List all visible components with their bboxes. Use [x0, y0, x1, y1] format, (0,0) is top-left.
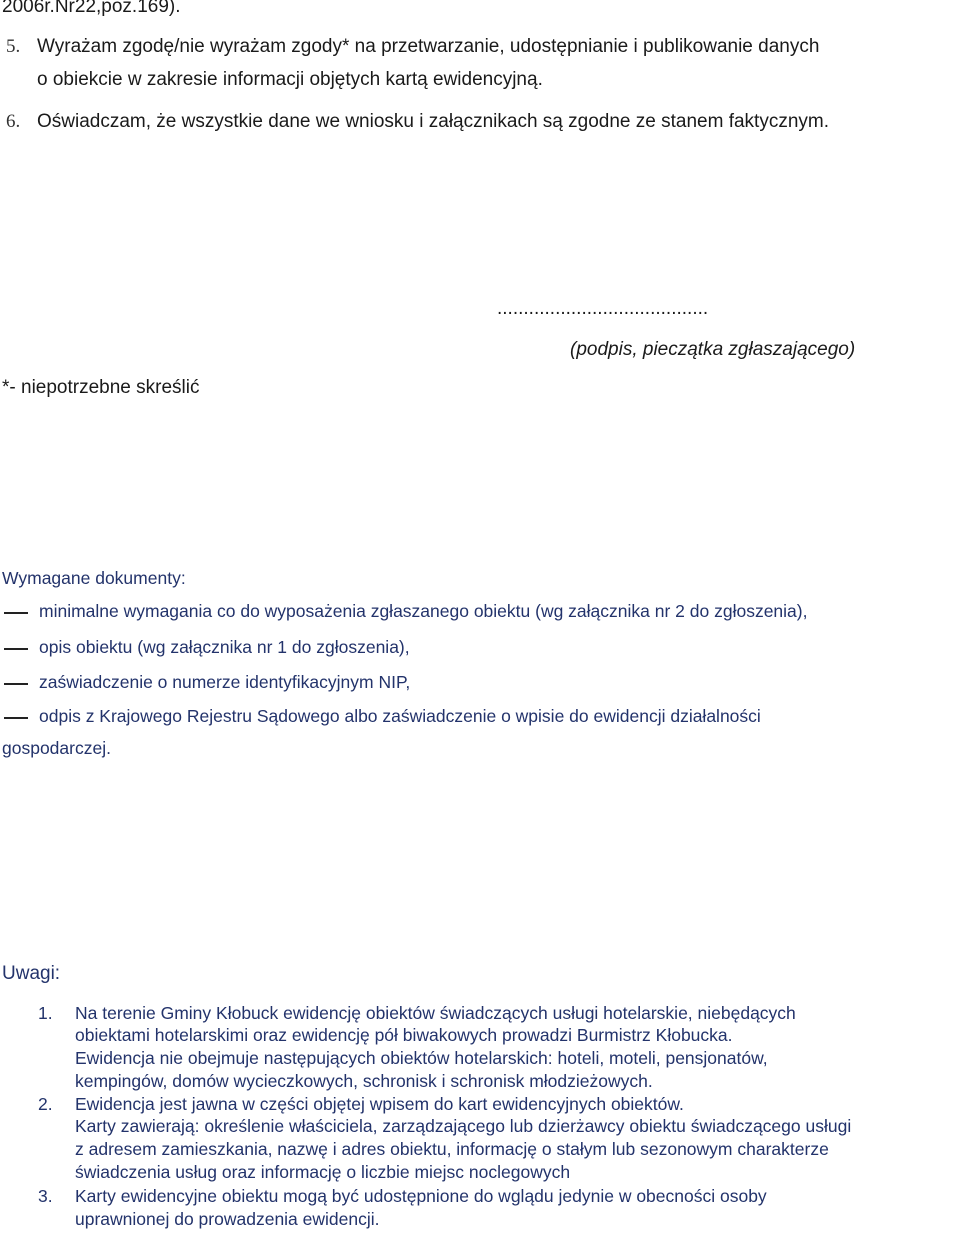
required-doc-item: opis obiektu (wg załącznika nr 1 do zgłoszenia),: [39, 637, 410, 657]
declaration-text: Wyrażam zgodę/nie wyrażam zgody* na przetwarzanie, udostępnianie i publikowanie danych: [37, 36, 820, 57]
note-number: 3.: [38, 1186, 53, 1206]
declaration-number: 6.: [6, 111, 21, 132]
footnote: *- niepotrzebne skreślić: [2, 377, 200, 398]
carryover-text: 2006r.Nr22,poz.169).: [2, 0, 181, 17]
note-line: Karty ewidencyjne obiektu mogą być udostępnione do wglądu jedynie w obecności osoby: [75, 1186, 767, 1206]
note-line: Ewidencja jest jawna w części objętej wpisem do kart ewidencyjnych obiektów.: [75, 1094, 684, 1114]
signature-line: ........................................: [497, 298, 709, 319]
bullet-dash: [4, 717, 28, 719]
note-line: kempingów, domów wycieczkowych, schronisk i schronisk młodzieżowych.: [75, 1071, 653, 1091]
required-doc-item: odpis z Krajowego Rejestru Sądowego albo zaświadczenie o wpisie do ewidencji działalności: [39, 706, 761, 726]
note-line: Ewidencja nie obejmuje następujących obiektów hotelarskich: hoteli, moteli, pensjonatów,: [75, 1048, 768, 1068]
signature-caption: (podpis, pieczątka zgłaszającego): [570, 339, 856, 360]
declaration-number: 5.: [6, 36, 21, 57]
note-line: świadczenia usług oraz informację o liczbie miejsc noclegowych: [75, 1162, 571, 1182]
required-docs-heading: Wymagane dokumenty:: [2, 568, 186, 588]
note-line: z adresem zamieszkania, nazwę i adres obiektu, informację o stałym lub sezonowym charakterze: [75, 1139, 829, 1159]
required-doc-item: zaświadczenie o numerze identyfikacyjnym NIP,: [39, 672, 411, 692]
declaration-text: Oświadczam, że wszystkie dane we wniosku i załącznikach są zgodne ze stanem faktycznym.: [37, 111, 829, 132]
bullet-dash: [4, 648, 28, 650]
required-doc-continuation: gospodarczej.: [2, 738, 111, 758]
note-line: Na terenie Gminy Kłobuck ewidencję obiektów świadczących usługi hotelarskie, niebędących: [75, 1003, 796, 1023]
bullet-dash: [4, 683, 28, 685]
declaration-text: o obiekcie w zakresie informacji objętych kartą ewidencyjną.: [37, 69, 543, 90]
required-doc-item: minimalne wymagania co do wyposażenia zgłaszanego obiektu (wg załącznika nr 2 do zgłoszenia),: [39, 601, 808, 621]
note-line: Karty zawierają: określenie właściciela, zarządzającego lub dzierżawcy obiektu świadczącego usługi: [75, 1116, 852, 1136]
bullet-dash: [4, 612, 28, 614]
note-line: uprawnionej do prowadzenia ewidencji.: [75, 1209, 380, 1229]
note-number: 2.: [38, 1094, 53, 1114]
notes-heading: Uwagi:: [2, 963, 61, 984]
note-number: 1.: [38, 1003, 53, 1023]
note-line: obiektami hotelarskimi oraz ewidencję pół biwakowych prowadzi Burmistrz Kłobucka.: [75, 1025, 733, 1045]
